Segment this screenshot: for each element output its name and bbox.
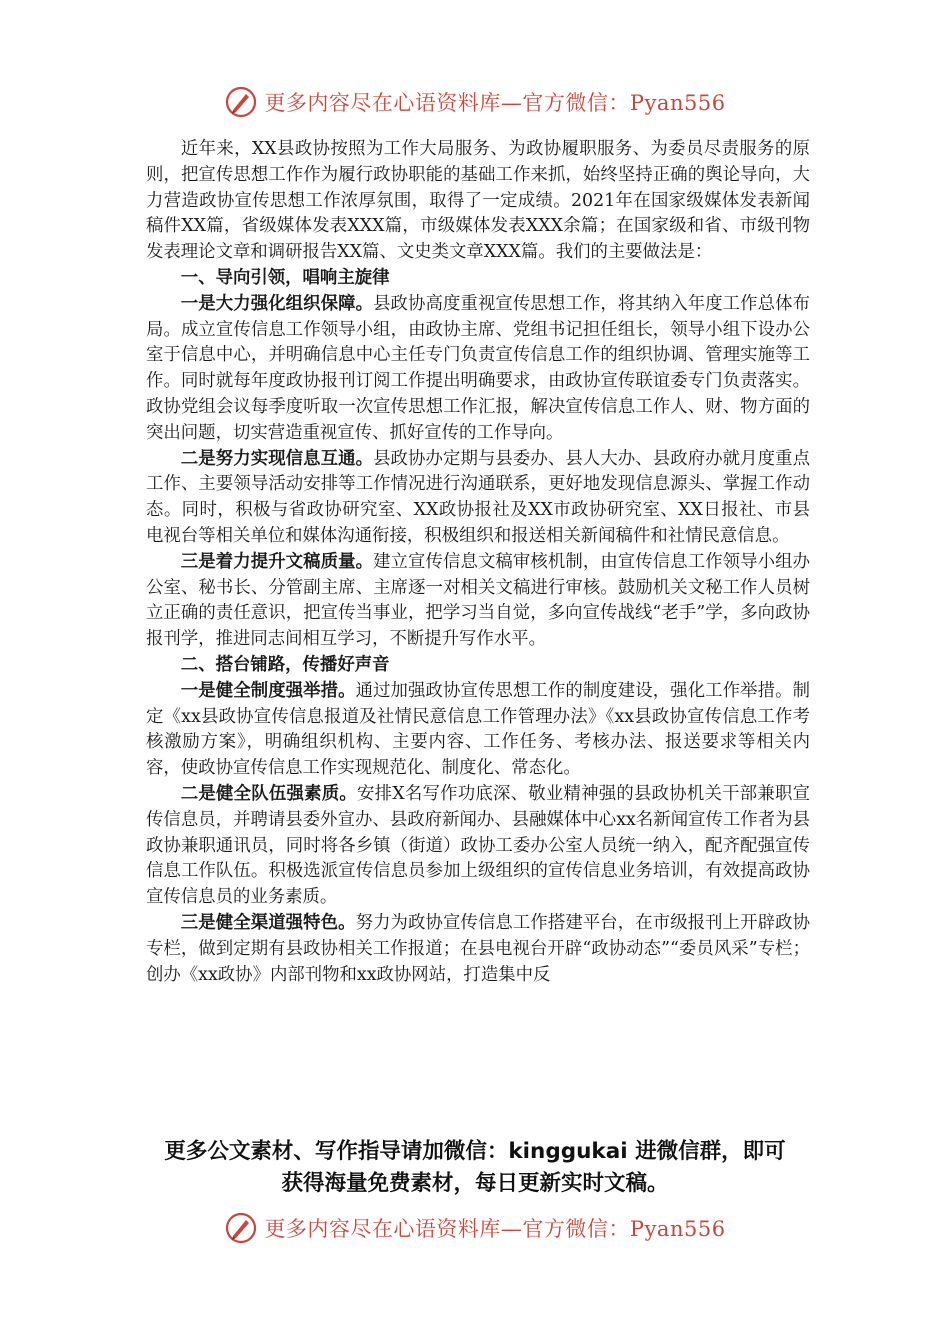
- paragraph-lead: 三是健全渠道强特色。: [180, 912, 356, 933]
- footer-note: [110, 1136, 840, 1200]
- paragraph-text: 安排X名写作功底深、敬业精神强的县政协机关干部兼职宣传信息员，并聘请县委外宣办、县政府新闻办、县融媒体中心xx名新闻宣传工作者为县政协兼职通讯员，同时将各乡镇（街道）政协工委办公室人员统一纳入，配齐配强宣传信息工作队伍。积极选派宣传信息员参加上级组织的宣传信息业务培训，有效提高政协宣传信息员的业务素质。: [146, 783, 810, 908]
- paragraph: [146, 292, 810, 447]
- footer-note-line1: 更多公文素材、写作指导请加微信：kinggukai 进微信群，即可: [164, 1139, 786, 1164]
- paragraph: [146, 911, 810, 988]
- section-heading-2: 二、搭台铺路，传播好声音: [180, 654, 390, 675]
- paragraph-lead: 一是健全制度强举措。: [180, 680, 356, 701]
- paragraph-lead: 三是着力提升文稿质量。: [180, 551, 374, 572]
- header-banner: [0, 82, 950, 122]
- intro-paragraph: 近年来，XX县政协按照为工作大局服务、为政协履职服务、为委员尽责服务的原则，把宣传思想工作作为履行政协职能的基础工作来抓，始终坚持正确的舆论导向，大力营造政协宣传思想工作浓厚氛围，取得了一定成绩。2021年在国家级媒体发表新闻稿件XX篇，省级媒体发表XXX篇，市级媒体发表XXX余篇；在国家级和省、市级刊物发表理论文章和调研报告XX篇、文史类文章XXX篇。我们的主要做法是：: [146, 139, 810, 263]
- paragraph-text: 通过加强政协宣传思想工作的制度建设，强化工作举措。制定《xx县政协宣传信息报道及社情民意信息工作管理办法》《xx县政协宣传信息工作考核激励方案》，明确组织机构、主要内容、工作任务、考核办法、报送要求等相关内容，使政协宣传信息工作实现规范化、制度化、常态化。: [146, 680, 810, 779]
- paragraph-text: 建立宣传信息文稿审核机制，由宣传信息工作领导小组办公室、秘书长、分管副主席、主席逐一对相关文稿进行审核。鼓励机关文秘工作人员树立正确的责任意识，把宣传当事业，把学习当自觉，多向宣传战线“老手”学，多向政协报刊学，推进同志间相互学习，不断提升写作水平。: [146, 551, 810, 650]
- footer-banner: [0, 1208, 950, 1248]
- section-heading-1: 一、导向引领，唱响主旋律: [180, 267, 390, 288]
- paragraph-text: 县政协办定期与县委办、县人大办、县政府办就月度重点工作、主要领导活动安排等工作情况进行沟通联系，更好地发现信息源头、掌握工作动态。同时，积极与省政协研究室、XX政协报社及XX市政协研究室、XX日报社、市县电视台等相关单位和媒体沟通衔接，积极组织和报送相关新闻稿件和社情民意信息。: [146, 448, 810, 546]
- paragraph: [146, 550, 810, 653]
- banner-text: 更多内容尽在心语资料库—官方微信：Pyan556: [264, 1217, 726, 1241]
- article-body: [146, 137, 810, 988]
- paragraph: [146, 679, 810, 782]
- paragraph: [146, 782, 810, 911]
- paragraph-text: 县政协高度重视宣传思想工作，将其纳入年度工作总体布局。成立宣传信息工作领导小组，由政协主席、党组书记担任组长，领导小组下设办公室于信息中心，并明确信息中心主任专门负责宣传信息工作的组织协调、管理实施等工作。同时就每年度政协报刊订阅工作提出明确要求，由政协宣传联谊委专门负责落实。政协党组会议每季度听取一次宣传思想工作汇报，解决宣传信息工作人、财、物方面的突出问题，切实营造重视宣传、抓好宣传的工作导向。: [146, 293, 810, 443]
- pen-logo-icon: [224, 85, 258, 119]
- banner-text: 更多内容尽在心语资料库—官方微信：Pyan556: [264, 91, 726, 115]
- footer-note-line2: 获得海量免费素材，每日更新实时文稿。: [281, 1171, 669, 1196]
- paragraph-lead: 二是努力实现信息互通。: [180, 448, 374, 469]
- paragraph-text: 努力为政协宣传信息工作搭建平台，在市级报刊上开辟政协专栏，做到定期有县政协相关工作报道；在县电视台开辟“政协动态”“委员风采”专栏；创办《xx政协》内部刊物和xx政协网站，打造集中反: [146, 912, 810, 985]
- paragraph-lead: 二是健全队伍强素质。: [180, 783, 358, 804]
- paragraph-lead: 一是大力强化组织保障。: [180, 293, 374, 314]
- paragraph: [146, 447, 810, 550]
- pen-logo-icon: [224, 1211, 258, 1245]
